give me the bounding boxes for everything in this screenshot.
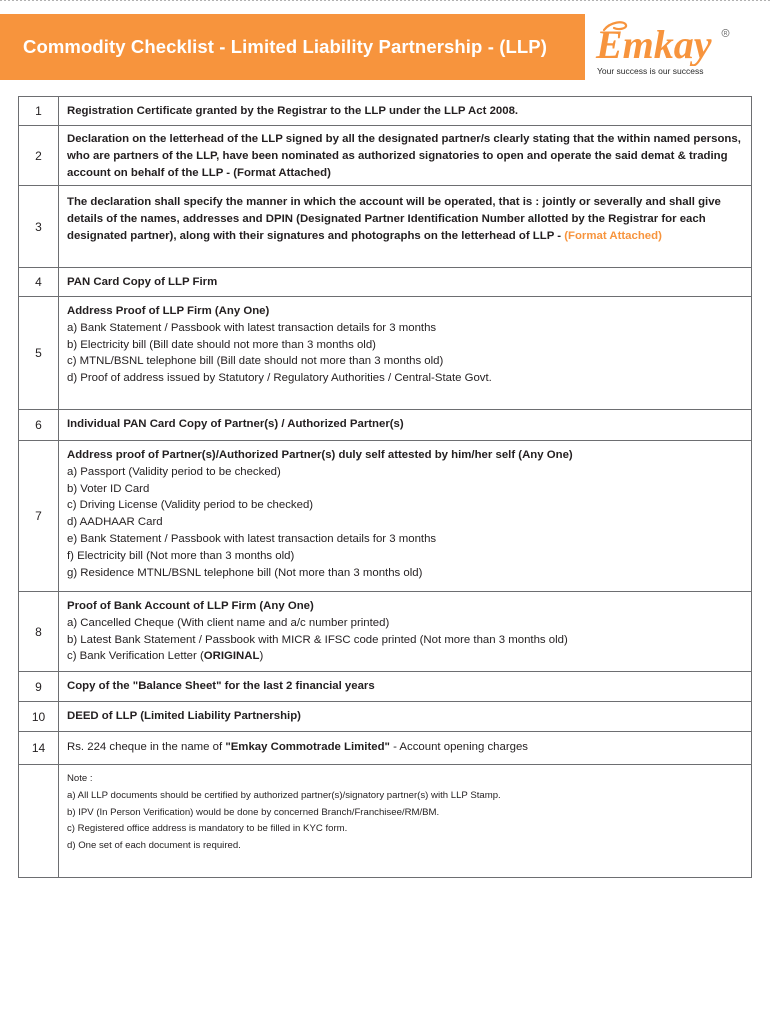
list-item: e) Bank Statement / Passbook with latest transaction details for 3 months: [67, 532, 437, 545]
row-number: 9: [35, 679, 42, 694]
checklist-row: [19, 297, 751, 410]
row-content: [67, 447, 743, 581]
row-text: Rs. 224 cheque in the name of "Emkay Commotrade Limited" - Account opening charges: [67, 741, 528, 753]
row-number: 2: [35, 148, 42, 163]
checklist-row: [19, 186, 751, 268]
checklist-table: [18, 96, 752, 878]
checklist-row: [19, 592, 751, 672]
row-number: 7: [35, 509, 42, 523]
list-item: d) Proof of address issued by Statutory / Regulatory Authorities / Central-State Govt.: [67, 372, 492, 385]
list-item: c) MTNL/BSNL telephone bill (Bill date should not more than 3 months old): [67, 355, 444, 368]
row-text: Declaration on the letterhead of the LLP signed by all the designated partner/s clearly stating that the within named persons, who are partners of the LLP, have been nominated as authorized signatories to open and operate the said demat & trading account on behalf of the LLP - (Format Attached): [67, 133, 741, 179]
notes-label: Note :: [67, 773, 93, 784]
svg-text:R: R: [723, 31, 728, 37]
checklist-row: [19, 126, 751, 186]
list-item: a) Cancelled Cheque (With client name and a/c number printed): [67, 616, 390, 629]
checklist-row: [19, 268, 751, 297]
checklist-row: [19, 441, 751, 592]
row-heading: Proof of Bank Account of LLP Firm (Any One): [67, 600, 314, 612]
list-item: b) Latest Bank Statement / Passbook with MICR & IFSC code printed (Not more than 3 months old): [67, 633, 568, 646]
list-item: c) Bank Verification Letter (ORIGINAL): [67, 650, 264, 663]
list-item: b) Voter ID Card: [67, 482, 150, 495]
row-content: [67, 598, 743, 665]
note-item: d) One set of each document is required.: [67, 840, 241, 852]
row-text: Registration Certificate granted by the Registrar to the LLP under the LLP Act 2008.: [67, 105, 519, 117]
list-item: g) Residence MTNL/BSNL telephone bill (Not more than 3 months old): [67, 566, 423, 579]
list-item: f) Electricity bill (Not more than 3 months old): [67, 549, 295, 562]
row-number: 1: [35, 104, 42, 118]
row-text: Copy of the "Balance Sheet" for the last 2 financial years: [67, 680, 375, 692]
notes-content: [67, 771, 743, 855]
row-text: PAN Card Copy of LLP Firm: [67, 276, 218, 288]
checklist-row: [19, 97, 751, 126]
note-item: a) All LLP documents should be certified by authorized partner(s)/signatory partner(s) with LLP Stamp.: [67, 789, 501, 801]
page-title: Commodity Checklist - Limited Liability Partnership - (LLP): [23, 36, 547, 57]
list-item: a) Bank Statement / Passbook with latest transaction details for 3 months: [67, 321, 437, 334]
title-banner: [0, 14, 585, 80]
note-item: c) Registered office address is mandatory to be filled in KYC form.: [67, 823, 348, 835]
row-number: 4: [35, 275, 42, 289]
row-number: 6: [35, 418, 42, 432]
list-item: c) Driving License (Validity period to be checked): [67, 499, 314, 512]
format-attached-highlight: (Format Attached): [564, 229, 662, 242]
logo-wordmark: Emkay: [596, 22, 712, 66]
row-number: 8: [35, 624, 42, 639]
row-text: DEED of LLP (Limited Liability Partnership): [67, 710, 301, 722]
row-number: 10: [31, 709, 46, 724]
payee-name: "Emkay Commotrade Limited": [225, 741, 390, 753]
checklist-row: [19, 410, 751, 441]
row-heading: Address Proof of LLP Firm (Any One): [67, 305, 270, 317]
row-number: 3: [35, 219, 42, 234]
row-text: [67, 194, 743, 244]
row-text: Individual PAN Card Copy of Partner(s) / Authorized Partner(s): [67, 418, 404, 430]
logo-tagline: Your success is our success: [597, 66, 704, 76]
row-content: [67, 303, 743, 387]
page-header: [0, 14, 770, 80]
original-emphasis: ORIGINAL: [203, 650, 260, 663]
row-number: 5: [35, 346, 42, 360]
row-number: 14: [31, 741, 46, 755]
notes-row: [19, 765, 751, 877]
checklist-row: [19, 702, 751, 732]
row-text-main: The declaration shall specify the manner in which the account will be operated, that is : jointly or severally and shall give details of the names, addresses and DPIN (Designated Partner Identification Number allotted by the Registrar for each designated partner), along with their signatures and photographs on the letterhead of LLP -: [67, 196, 721, 242]
note-item: b) IPV (In Person Verification) would be done by concerned Branch/Franchisee/RM/BM.: [67, 806, 440, 818]
row-heading: Address proof of Partner(s)/Authorized Partner(s) duly self attested by him/her self (Any One): [67, 449, 573, 461]
emkay-logo: [594, 16, 734, 66]
top-dotted-rule: [0, 0, 770, 2]
checklist-row: [19, 672, 751, 702]
checklist-row: [19, 732, 751, 765]
list-item: d) AADHAAR Card: [67, 516, 163, 529]
list-item: b) Electricity bill (Bill date should not more than 3 months old): [67, 338, 376, 351]
list-item: a) Passport (Validity period to be checked): [67, 465, 281, 478]
